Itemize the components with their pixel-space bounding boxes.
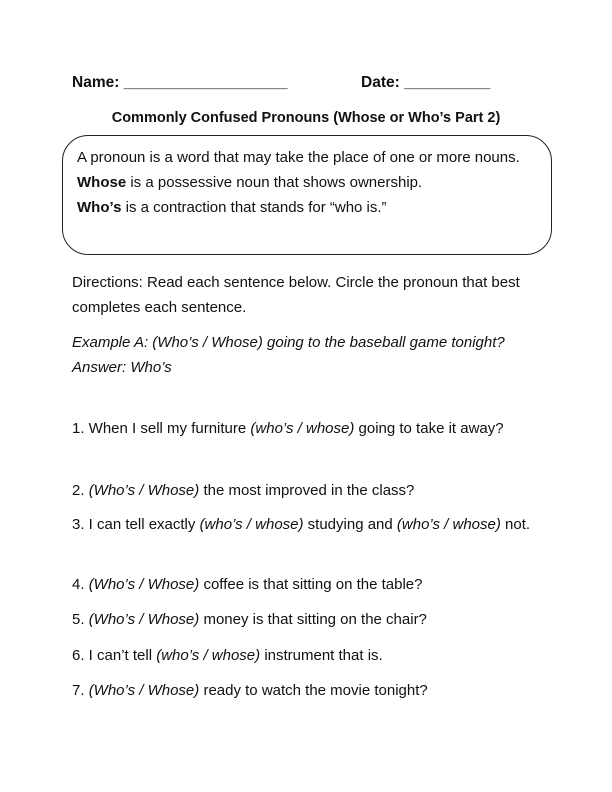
question-suffix: going to take it away? bbox=[354, 420, 504, 437]
question-2 bbox=[72, 478, 542, 503]
question-prefix: 2. bbox=[72, 482, 89, 499]
pronoun-definition: A pronoun is a word that may take the place of one or more nouns. bbox=[77, 149, 520, 166]
question-5 bbox=[72, 607, 542, 632]
question-prefix: 7. bbox=[72, 682, 89, 699]
example-answer: Answer: Who’s bbox=[72, 359, 172, 376]
whos-definition bbox=[77, 195, 541, 220]
pronoun-choice[interactable]: (Who’s / Whose) bbox=[88, 576, 200, 593]
question-prefix: 5. bbox=[72, 611, 89, 628]
worksheet-title: Commonly Confused Pronouns (Whose or Who’s Part 2) bbox=[111, 110, 501, 126]
whose-meaning: is a possessive noun that shows ownership. bbox=[126, 174, 423, 191]
whose-definition bbox=[77, 170, 541, 195]
name-field bbox=[72, 74, 288, 92]
definition-box bbox=[62, 135, 552, 255]
question-prefix: 4. bbox=[72, 576, 89, 593]
pronoun-choice[interactable]: (Who’s / Whose) bbox=[88, 611, 200, 628]
question-suffix: instrument that is. bbox=[260, 647, 383, 664]
name-line: ___________________ bbox=[123, 74, 288, 91]
question-text bbox=[72, 678, 542, 703]
date-field bbox=[361, 74, 490, 92]
question-prefix: 6. I can’t tell bbox=[72, 647, 157, 664]
question-middle: studying and bbox=[303, 516, 397, 533]
question-3 bbox=[72, 512, 542, 537]
pronoun-choice-2[interactable]: (who’s / whose) bbox=[396, 516, 501, 533]
pronoun-choice[interactable]: (Who’s / Whose) bbox=[88, 682, 200, 699]
question-suffix: not. bbox=[500, 516, 531, 533]
question-4 bbox=[72, 572, 542, 597]
question-text bbox=[72, 478, 542, 503]
directions-text: Directions: Read each sentence below. Circle the pronoun that best completes each sentence. bbox=[72, 274, 520, 316]
question-suffix: the most improved in the class? bbox=[199, 482, 415, 499]
date-line: __________ bbox=[404, 74, 491, 91]
name-label: Name: bbox=[72, 74, 120, 91]
question-7 bbox=[72, 678, 542, 703]
pronoun-choice[interactable]: (who’s / whose) bbox=[199, 516, 304, 533]
pronoun-choice[interactable]: (Who’s / Whose) bbox=[88, 482, 200, 499]
question-suffix: ready to watch the movie tonight? bbox=[199, 682, 428, 699]
pronoun-choice[interactable]: (who’s / whose) bbox=[250, 420, 355, 437]
pronoun-choice[interactable]: (who’s / whose) bbox=[156, 647, 261, 664]
question-suffix: coffee is that sitting on the table? bbox=[199, 576, 423, 593]
whos-meaning: is a contraction that stands for “who is.” bbox=[121, 199, 387, 216]
question-prefix: 3. I can tell exactly bbox=[72, 516, 200, 533]
whose-term: Whose bbox=[77, 174, 127, 191]
question-text bbox=[72, 643, 542, 668]
question-prefix: 1. When I sell my furniture bbox=[72, 420, 251, 437]
question-text bbox=[72, 416, 542, 441]
question-text bbox=[72, 512, 542, 537]
directions bbox=[72, 270, 542, 320]
question-text bbox=[72, 572, 542, 597]
question-1 bbox=[72, 416, 542, 441]
question-suffix: money is that sitting on the chair? bbox=[199, 611, 427, 628]
date-label: Date: bbox=[361, 74, 400, 91]
example bbox=[72, 330, 542, 380]
whos-term: Who’s bbox=[77, 199, 122, 216]
question-text bbox=[72, 607, 542, 632]
question-6 bbox=[72, 643, 542, 668]
header-row bbox=[72, 74, 512, 96]
example-question: Example A: (Who’s / Whose) going to the baseball game tonight? bbox=[72, 334, 505, 351]
